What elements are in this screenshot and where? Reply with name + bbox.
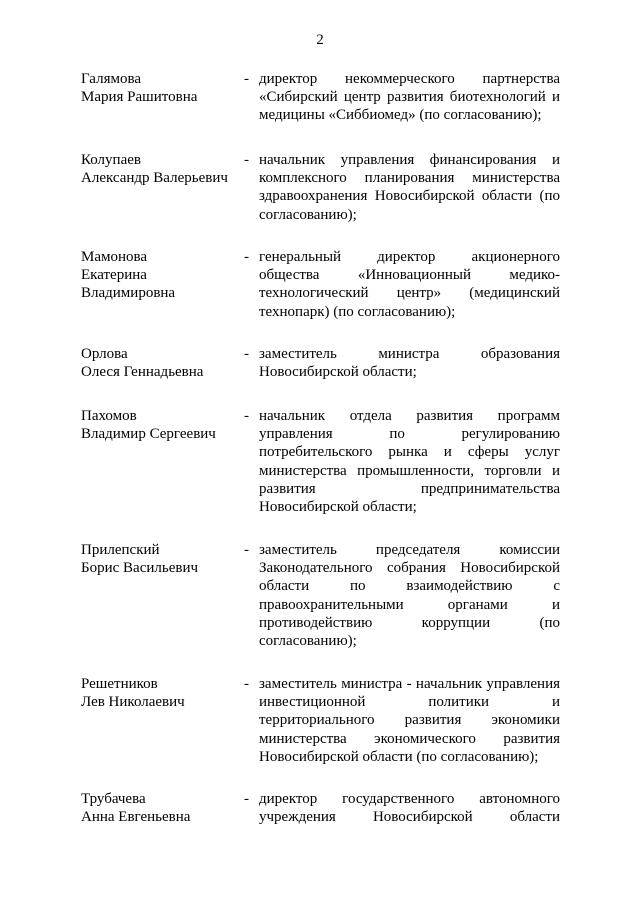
position-line: директор государственного автономного: [259, 791, 560, 807]
separator-dash: -: [244, 676, 249, 692]
position-line: министерства промышленности, торговли и: [259, 462, 560, 479]
member-name-line: Олеся Геннадьевна: [81, 364, 204, 381]
member-name: [81, 151, 241, 187]
position-line: заместитель министра - начальник управления: [259, 676, 560, 692]
position-line: противодействию коррупции (по: [259, 614, 560, 631]
member-name-line: Решетников: [81, 676, 158, 692]
separator-dash: -: [244, 346, 249, 362]
position-line: министерства экономического развития: [259, 730, 560, 747]
member-name-line: Прилепский: [81, 542, 160, 558]
position-line: начальник управления финансирования и: [259, 152, 560, 168]
position-line: начальник отдела развития программ: [259, 408, 560, 424]
position-line: «Сибирский центр развития биотехнологий и: [259, 89, 560, 106]
separator-dash: -: [244, 152, 249, 168]
position-line: потребительского рынка и сферы услуг: [259, 444, 560, 461]
position-line: заместитель министра образования: [259, 346, 560, 362]
position-line: области по взаимодействию с: [259, 578, 560, 595]
position-line: согласованию);: [259, 633, 357, 650]
member-name-line: Екатерина: [81, 267, 147, 284]
member-name-line: Мария Рашитовна: [81, 89, 198, 106]
separator-dash: -: [244, 408, 249, 424]
position-line: заместитель председателя комиссии: [259, 542, 560, 558]
member-name: [81, 675, 241, 711]
separator-dash: -: [244, 542, 249, 558]
position-line: Законодательного собрания Новосибирской: [259, 560, 560, 577]
separator-dash: -: [244, 249, 249, 265]
member-position: [259, 541, 560, 650]
member-name: [81, 541, 241, 577]
member-name-line: Владимировна: [81, 285, 176, 302]
member-name-line: Колупаев: [81, 152, 141, 168]
member-name-line: Галямова: [81, 71, 142, 87]
member-name-line: Трубачева: [81, 791, 146, 807]
position-line: инвестиционной политики и: [259, 694, 560, 711]
member-name: [81, 790, 241, 826]
position-line: комплексного планирования министерства: [259, 170, 560, 187]
member-name-line: Орлова: [81, 346, 128, 362]
position-line: согласованию);: [259, 206, 357, 223]
member-name-line: Борис Васильевич: [81, 560, 199, 577]
position-line: технологический центр» (медицинский: [259, 285, 560, 302]
position-line: медицины «Сиббиомед» (по согласованию);: [259, 107, 542, 124]
member-name-line: Анна Евгеньевна: [81, 809, 191, 826]
position-line: Новосибирской области;: [259, 364, 417, 381]
member-position: [259, 345, 560, 381]
member-name: [81, 248, 241, 303]
page-number: 2: [316, 32, 324, 48]
member-name-line: Лев Николаевич: [81, 694, 185, 711]
member-position: [259, 790, 560, 826]
member-position: [259, 70, 560, 125]
member-position: [259, 151, 560, 224]
member-name: [81, 70, 241, 106]
member-name: [81, 345, 241, 381]
member-name: [81, 407, 241, 443]
member-position: [259, 248, 560, 321]
member-position: [259, 675, 560, 766]
position-line: здравоохранения Новосибирской области (по: [259, 188, 560, 205]
position-line: территориального развития экономики: [259, 712, 560, 729]
position-line: Новосибирской области;: [259, 499, 417, 516]
position-line: генеральный директор акционерного: [259, 249, 560, 265]
position-line: учреждения Новосибирской области: [259, 809, 560, 826]
position-line: управления по регулированию: [259, 426, 560, 443]
position-line: развития предпринимательства: [259, 480, 560, 497]
member-name-line: Мамонова: [81, 249, 148, 265]
separator-dash: -: [244, 791, 249, 807]
member-position: [259, 407, 560, 516]
position-line: Новосибирской области (по согласованию);: [259, 748, 539, 765]
position-line: технопарк) (по согласованию);: [259, 303, 456, 320]
position-line: общества «Инновационный медико-: [259, 267, 560, 284]
position-line: правоохранительными органами и: [259, 596, 560, 613]
member-name-line: Александр Валерьевич: [81, 170, 228, 187]
position-line: директор некоммерческого партнерства: [259, 71, 560, 87]
member-name-line: Пахомов: [81, 408, 137, 424]
separator-dash: -: [244, 71, 249, 87]
member-name-line: Владимир Сергеевич: [81, 426, 216, 443]
